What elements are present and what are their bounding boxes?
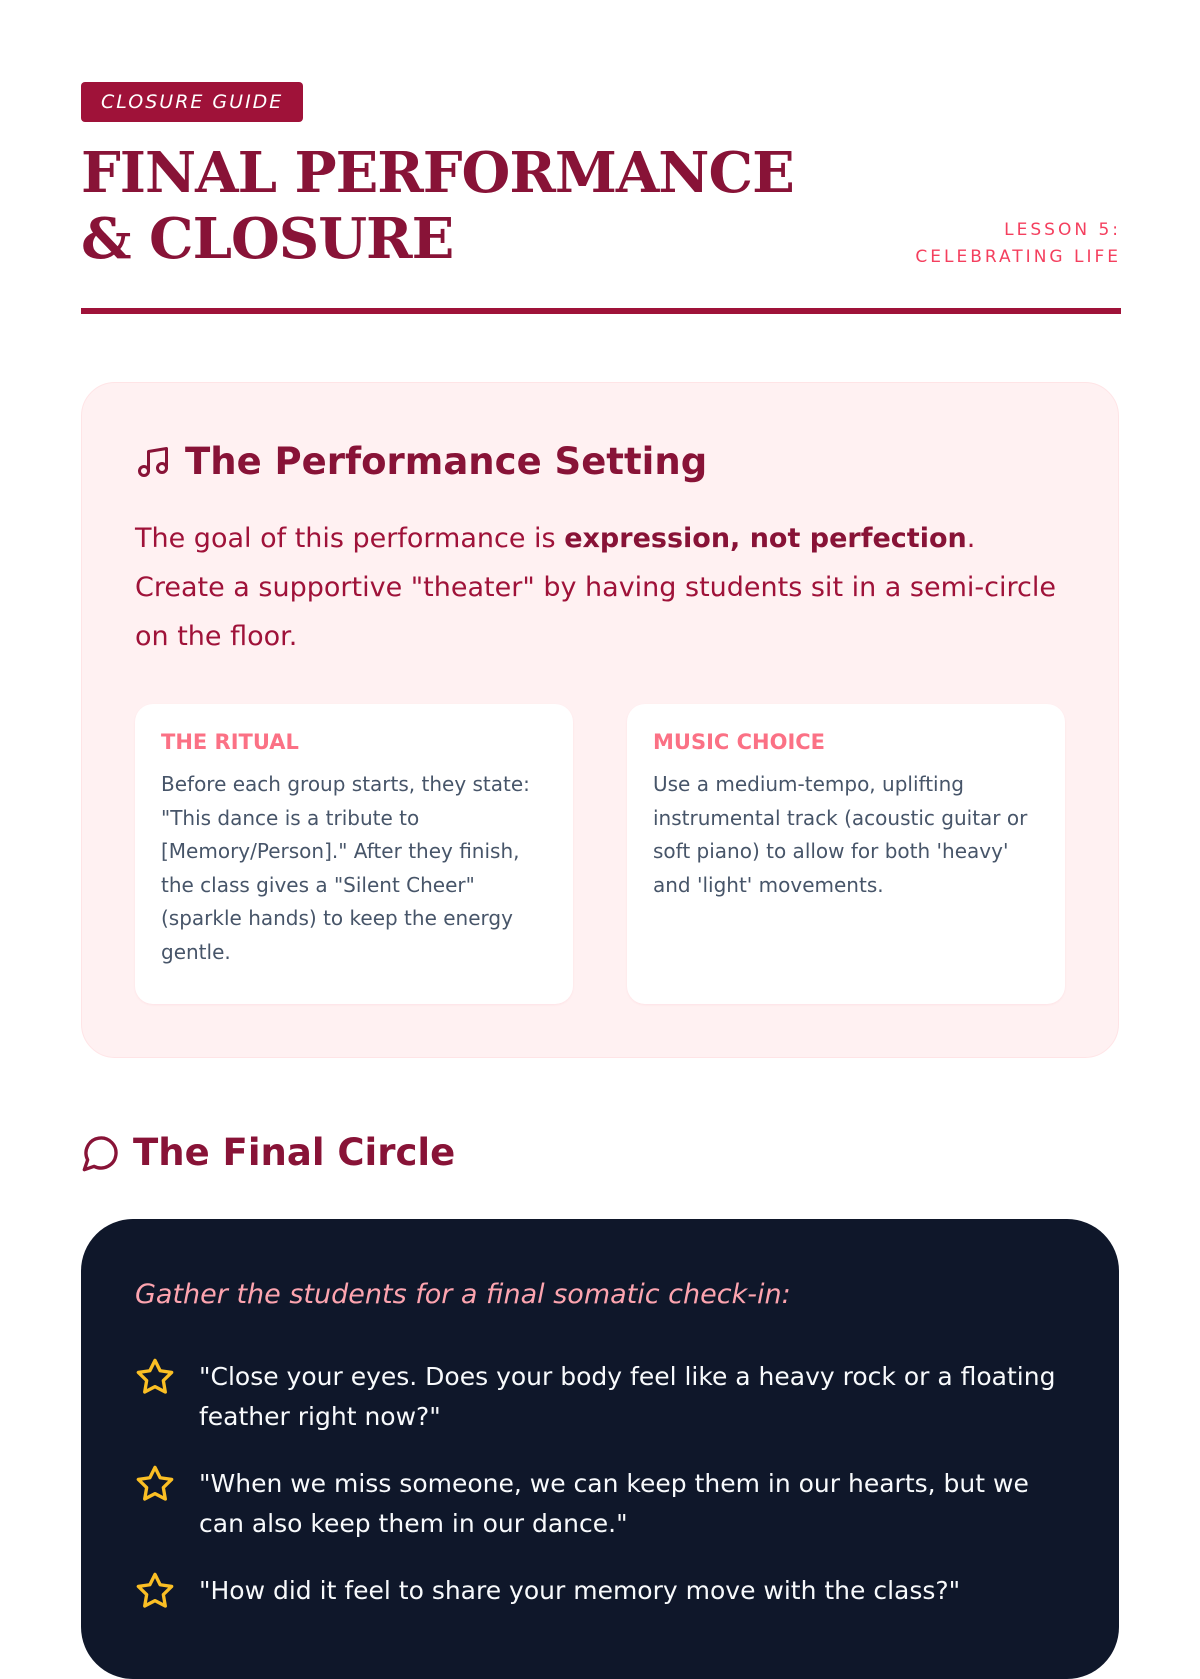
ritual-card-title: THE RITUAL (161, 730, 299, 754)
intro-emphasis: expression, not perfection (564, 523, 967, 554)
check-in-questions (135, 1357, 1065, 1638)
performance-heading (135, 440, 707, 483)
lesson-name: CELEBRATING LIFE (915, 247, 1121, 267)
question-text: "How did it feel to share your memory move with the class?" (199, 1576, 961, 1605)
ritual-card-body: Before each group starts, they state: "This dance is a tribute to [Memory/Person]." After they finish, the class gives a "Silent Cheer" (sparkle hands) to keep the energy gentle. (161, 772, 530, 964)
star-icon (135, 1357, 175, 1397)
final-circle-heading (81, 1131, 455, 1174)
final-circle-heading-text: The Final Circle (133, 1131, 456, 1174)
intro-text-start: The goal of this performance is (135, 523, 565, 554)
question-text: "When we miss someone, we can keep them in our hearts, but we can also keep them in our dance." (199, 1469, 1029, 1538)
speech-bubble-icon (81, 1133, 121, 1173)
page-title: FINAL PERFORMANCE & CLOSURE (81, 140, 794, 272)
lesson-label (915, 217, 1121, 271)
music-notes-icon (135, 444, 171, 480)
music-choice-card-title: MUSIC CHOICE (653, 730, 826, 754)
ritual-card (135, 704, 573, 1004)
header-divider (81, 308, 1121, 314)
performance-heading-text: The Performance Setting (185, 440, 708, 483)
star-icon (135, 1571, 175, 1611)
star-icon (135, 1464, 175, 1504)
lesson-number: LESSON 5: (1004, 220, 1121, 240)
intro-text-end: . Create a supportive "theater" by having students sit in a semi-circle on the floor. (135, 523, 1056, 652)
closure-guide-badge: CLOSURE GUIDE (81, 82, 303, 122)
music-choice-card-body: Use a medium-tempo, uplifting instrumental track (acoustic guitar or soft piano) to allow for both 'heavy' and 'light' movements. (653, 772, 1028, 897)
list-item (135, 1357, 1065, 1437)
music-choice-card (627, 704, 1065, 1004)
performance-intro (135, 514, 1065, 661)
list-item (135, 1464, 1065, 1544)
final-circle-intro: Gather the students for a final somatic check-in: (135, 1279, 791, 1310)
question-text: "Close your eyes. Does your body feel like a heavy rock or a floating feather right now?" (199, 1362, 1056, 1431)
list-item (135, 1571, 1065, 1611)
